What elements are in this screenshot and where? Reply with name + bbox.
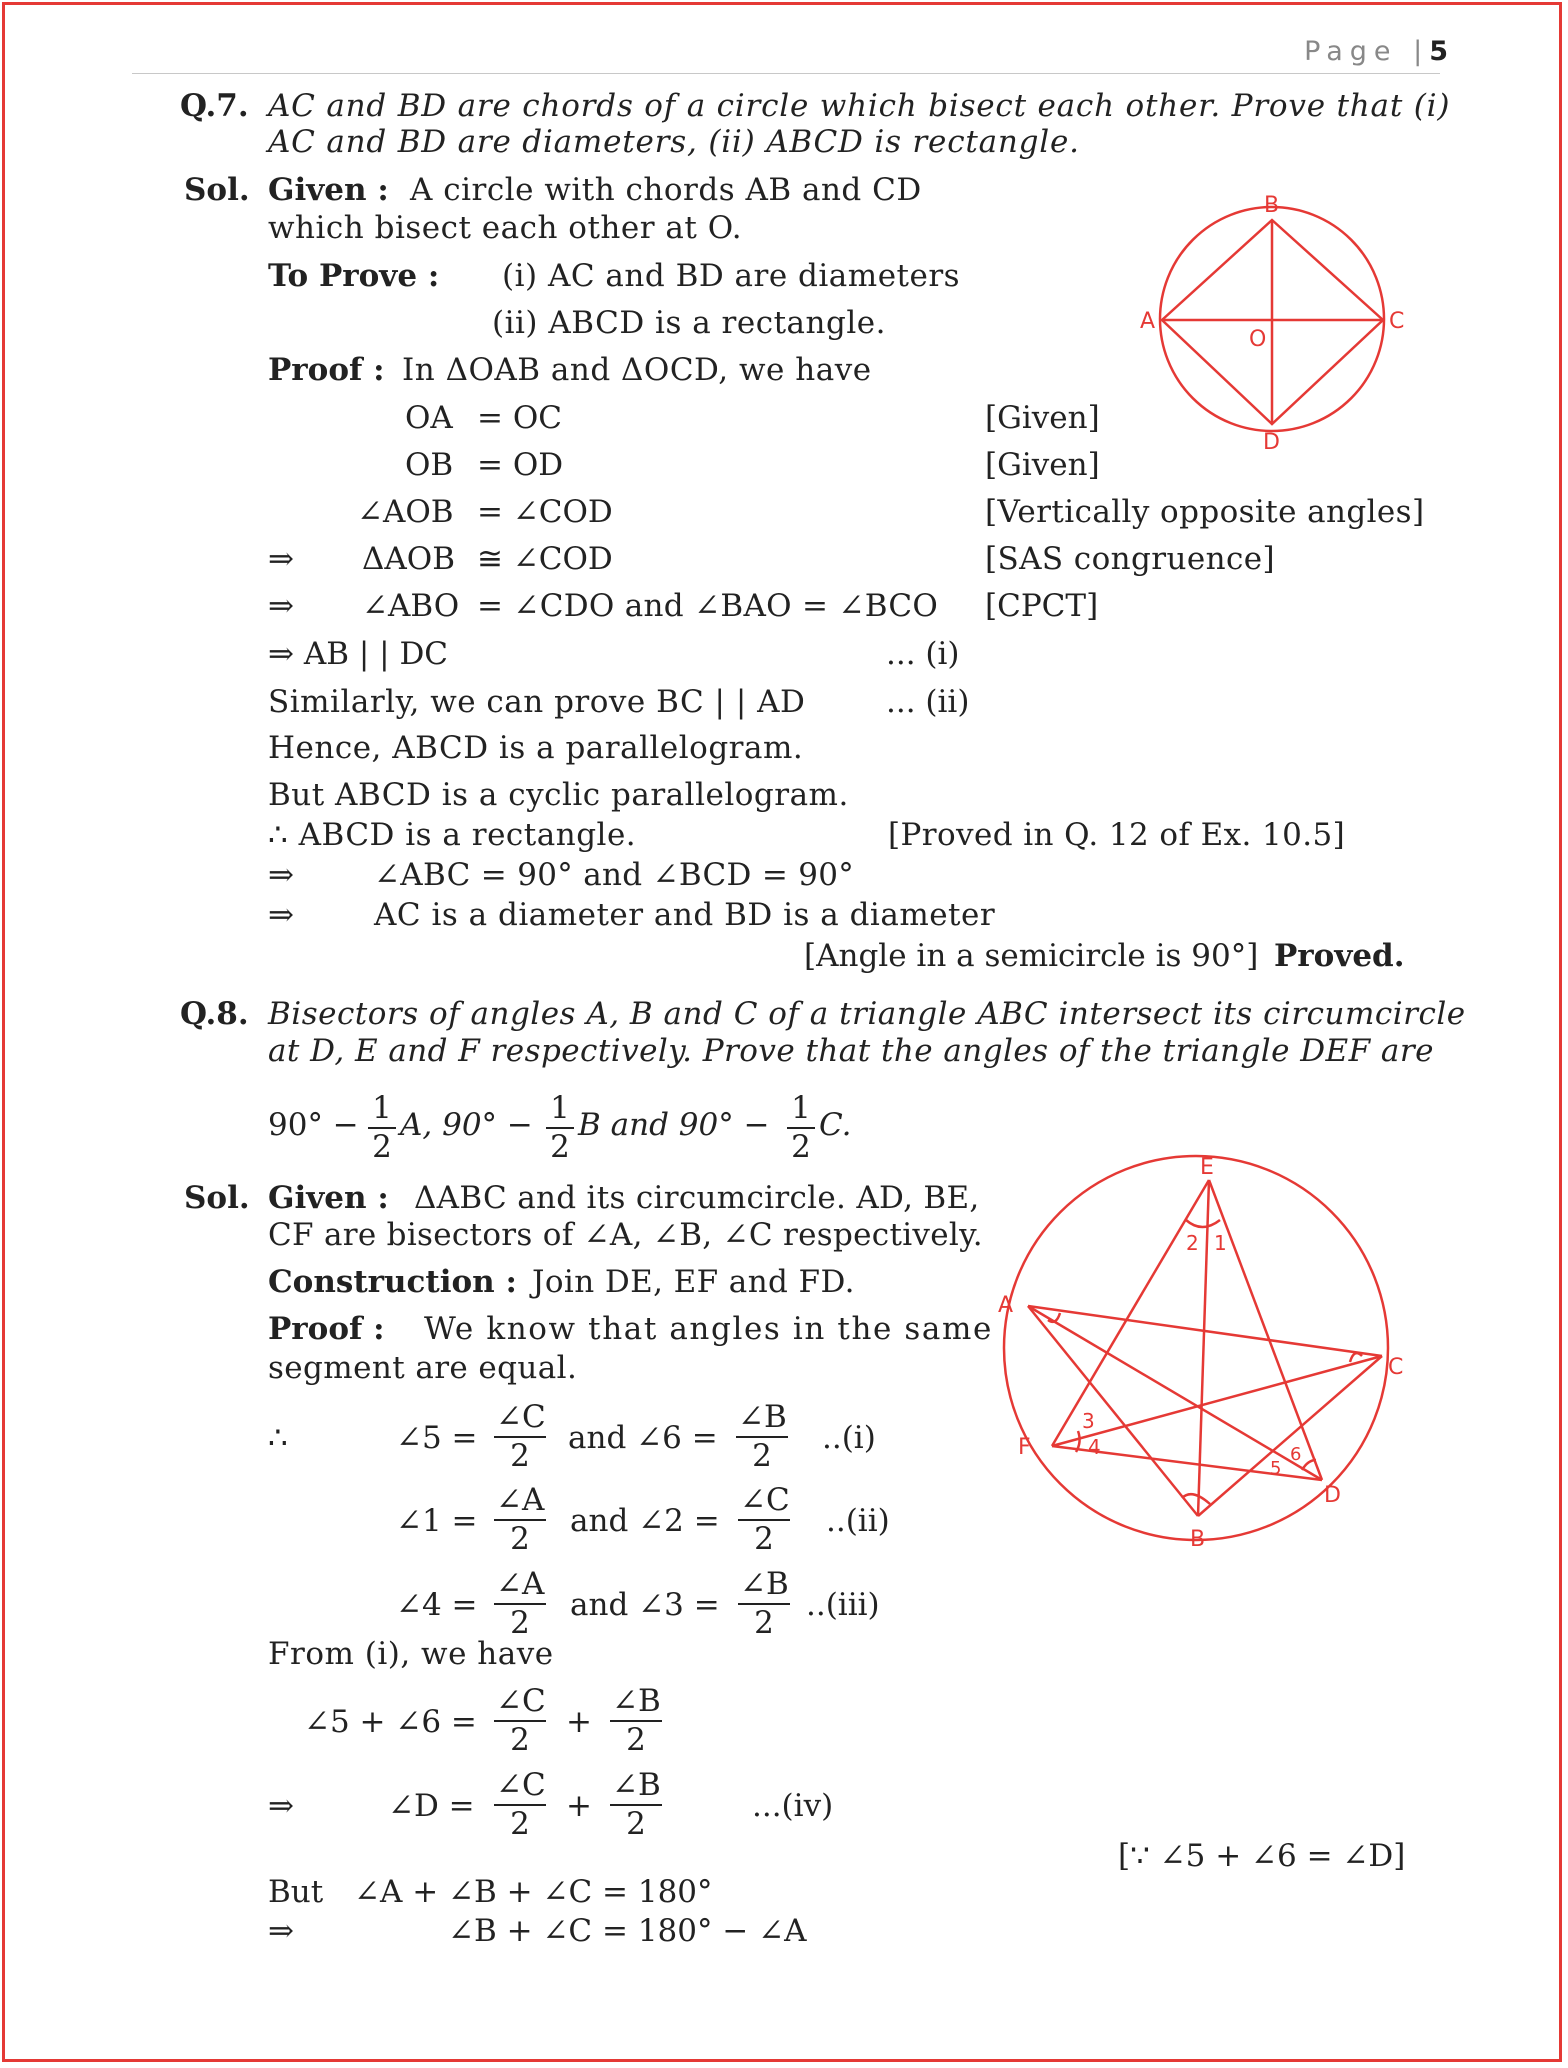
q8-eq-ii-den2: 2 (754, 1521, 774, 1557)
q8-label-angle5: 5 (1270, 1458, 1282, 1479)
q8-sum-den1: 2 (510, 1722, 530, 1758)
q8-arc-e (1186, 1220, 1220, 1227)
q8-formula-p1: 90° − (268, 1107, 359, 1143)
q8-side-ed (1209, 1180, 1322, 1480)
q7-label-c: C (1389, 309, 1405, 334)
q8-eq-ii-frac1 (494, 1481, 546, 1557)
q8-formula-a2: B and 90° − (578, 1107, 770, 1143)
q8-eq-i-num1: ∠C (496, 1399, 546, 1435)
q7-step4-rhs: ≅ ∠COD (477, 541, 613, 577)
q8-half2-den: 2 (550, 1129, 570, 1165)
q8-but-label: But (268, 1874, 324, 1910)
page-number: 5 (1429, 36, 1448, 67)
q7-proof-label: Proof : (268, 352, 385, 388)
q8-eq-i-frac1 (494, 1398, 546, 1474)
q8-sum-num1: ∠C (496, 1683, 546, 1719)
q8-label-e: E (1200, 1155, 1214, 1180)
q7-step1-lhs: OA (405, 400, 453, 436)
q8-d-frac2 (610, 1766, 662, 1842)
q8-eq-iii-num2: ∠B (740, 1566, 789, 1602)
q7-step5-arrow: ⇒ (268, 588, 294, 624)
q8-eq-iii-ref: ..(iii) (806, 1587, 880, 1623)
q8-sum-frac2 (610, 1682, 662, 1758)
q7-label: Q.7. (180, 88, 249, 124)
q8-eq-i-lhs: ∠5 = (396, 1420, 478, 1456)
q7-angles: ∠ABC = 90° and ∠BCD = 90° (374, 857, 855, 893)
q8-sum-plus: + (566, 1704, 592, 1740)
q8-label-angle1: 1 (1214, 1231, 1227, 1255)
q8-bisector-cf (1052, 1356, 1382, 1446)
q8-eq-iii-mid: and ∠3 = (570, 1587, 720, 1623)
q7-label-d: D (1263, 430, 1280, 455)
q8-side-ab (1028, 1306, 1198, 1516)
q8-given-label: Given : (268, 1180, 389, 1216)
q7-ab-dc-ref: ... (i) (886, 636, 960, 672)
q8-circle-diagram (990, 1148, 1410, 1558)
q8-d-den2: 2 (626, 1806, 646, 1842)
q7-given-line2: which bisect each other at O. (268, 210, 743, 246)
q7-step3-reason: [Vertically opposite angles] (985, 494, 1425, 530)
q7-diam: AC is a diameter and BD is a diameter (374, 897, 996, 933)
q7-step2-lhs: OB (405, 447, 454, 483)
q7-hence: Hence, ABCD is a parallelogram. (268, 730, 804, 766)
q8-last-arrow: ⇒ (268, 1913, 294, 1949)
q8-construction: Join DE, EF and FD. (532, 1264, 855, 1300)
q8-eq-i-den1: 2 (510, 1438, 530, 1474)
q8-d-plus: + (566, 1788, 592, 1824)
q7-step5-reason: [CPCT] (985, 588, 1099, 624)
q7-sol: Sol. (184, 172, 250, 208)
q7-label-b: B (1264, 193, 1280, 218)
q7-step4-lhs: ΔAOB (362, 541, 455, 577)
q8-d-frac1 (494, 1766, 546, 1842)
q8-from-i: From (i), we have (268, 1636, 554, 1672)
q7-step3-rhs: = ∠COD (477, 494, 613, 530)
q8-d-arrow: ⇒ (268, 1788, 294, 1824)
q8-but-eq: ∠A + ∠B + ∠C = 180° (354, 1874, 713, 1910)
q8-eq-iii-den1: 2 (510, 1605, 530, 1641)
q7-therefore-reason: [Proved in Q. 12 of Ex. 10.5] (888, 817, 1346, 853)
q8-formula-half-3 (787, 1089, 815, 1165)
q7-step1-rhs: = OC (477, 400, 562, 436)
q8-eq-iii-den2: 2 (754, 1605, 774, 1641)
q8-label: Q.8. (180, 996, 249, 1032)
q8-because: [∵ ∠5 + ∠6 = ∠D] (1118, 1838, 1406, 1874)
q8-label-angle4: 4 (1088, 1435, 1101, 1459)
q8-eq-i-ref: ..(i) (822, 1420, 876, 1456)
q8-d-den1: 2 (510, 1806, 530, 1842)
q8-half3-den: 2 (791, 1129, 811, 1165)
q8-proof-line2: segment are equal. (268, 1350, 578, 1386)
q8-d-num2: ∠B (612, 1767, 661, 1803)
q8-given-line1: ΔABC and its circumcircle. AD, BE, (414, 1180, 980, 1216)
q7-to-prove-2: (ii) ABCD is a rectangle. (492, 305, 886, 341)
q8-eq-i-mid: and ∠6 = (568, 1420, 718, 1456)
q8-eq-iii-lhs: ∠4 = (396, 1587, 478, 1623)
q7-circle-diagram (1130, 185, 1420, 455)
q8-label-angle6: 6 (1290, 1444, 1302, 1465)
q8-arc-a (1048, 1313, 1060, 1322)
q8-eq-i-den2: 2 (752, 1438, 772, 1474)
q8-label-d: D (1324, 1483, 1341, 1508)
q8-last-eq: ∠B + ∠C = 180° − ∠A (448, 1913, 807, 1949)
q7-but: But ABCD is a cyclic parallelogram. (268, 777, 849, 813)
q8-proof-line1: We know that angles in the same (424, 1311, 993, 1347)
q8-label-f: F (1018, 1435, 1031, 1460)
q7-question-line1: AC and BD are chords of a circle which bisect each other. Prove that (i) (268, 88, 1451, 124)
q8-label-angle3: 3 (1082, 1409, 1095, 1433)
q8-eq-ii-lhs: ∠1 = (396, 1503, 478, 1539)
q8-proof-label: Proof : (268, 1311, 385, 1347)
q7-proof-intro: In ΔOAB and ΔOCD, we have (402, 352, 872, 388)
q7-final-reason: [Angle in a semicircle is 90°] (804, 938, 1259, 974)
q7-proved: Proved. (1274, 938, 1405, 974)
header-separator: | (1413, 36, 1430, 67)
q8-eq-iii-num1: ∠A (496, 1566, 545, 1602)
q8-label-angle2: 2 (1186, 1231, 1199, 1255)
q7-question-line2: AC and BD are diameters, (ii) ABCD is rectangle. (268, 124, 1080, 160)
q8-question-line1: Bisectors of angles A, B and C of a triangle ABC intersect its circumcircle (268, 996, 1466, 1032)
q8-question-line2: at D, E and F respectively. Prove that the angles of the triangle DEF are (268, 1033, 1434, 1069)
q8-given-line2: CF are bisectors of ∠A, ∠B, ∠C respectively. (268, 1217, 983, 1253)
q8-formula-a3: C. (819, 1107, 852, 1143)
header-rule (132, 73, 1440, 74)
q8-sum-den2: 2 (626, 1722, 646, 1758)
q7-step5-rhs: = ∠CDO and ∠BAO = ∠BCO (477, 588, 939, 624)
q8-eq-iii-frac1 (494, 1565, 546, 1641)
q7-therefore: ∴ ABCD is a rectangle. (268, 817, 637, 853)
page-header (1304, 36, 1448, 67)
q8-half1-den: 2 (372, 1129, 392, 1165)
q7-diam-arrow: ⇒ (268, 897, 294, 933)
q8-d-num1: ∠C (496, 1767, 546, 1803)
q7-to-prove-label: To Prove : (268, 258, 440, 294)
q8-eq-iii-frac2 (738, 1565, 790, 1641)
q7-label-o: O (1249, 327, 1267, 352)
q8-sum-num2: ∠B (612, 1683, 661, 1719)
q8-sum-lhs: ∠5 + ∠6 = (304, 1704, 477, 1740)
q8-label-c: C (1388, 1355, 1404, 1380)
q8-half2-num: 1 (550, 1090, 570, 1126)
q7-step4-arrow: ⇒ (268, 541, 294, 577)
q8-sol: Sol. (184, 1180, 250, 1216)
q8-sum-frac1 (494, 1682, 546, 1758)
q8-d-lhs: ∠D = (388, 1788, 475, 1824)
q8-bisector-ad (1028, 1306, 1322, 1480)
q8-therefore: ∴ (268, 1420, 288, 1456)
q8-eq-ii-mid: and ∠2 = (570, 1503, 720, 1539)
q7-step5-lhs: ∠ABO (362, 588, 460, 624)
q7-label-a: A (1140, 309, 1156, 334)
q8-formula-half-1 (368, 1089, 396, 1165)
q8-eq-ii-ref: ..(ii) (826, 1503, 890, 1539)
q7-step1-reason: [Given] (985, 400, 1100, 436)
q8-eq-ii-frac2 (738, 1481, 790, 1557)
q8-eq-i-num2: ∠B (738, 1399, 787, 1435)
q7-step3-lhs: ∠AOB (357, 494, 454, 530)
q7-similarly-ref: ... (ii) (886, 684, 970, 720)
q7-similarly: Similarly, we can prove BC | | AD (268, 684, 806, 720)
q8-half1-num: 1 (372, 1090, 392, 1126)
page-label: Page (1304, 36, 1398, 67)
q7-to-prove-1: (i) AC and BD are diameters (502, 258, 961, 294)
q7-given-label: Given : (268, 172, 389, 208)
q7-ab-dc: ⇒ AB | | DC (268, 636, 449, 672)
q7-given-line1: A circle with chords AB and CD (410, 172, 922, 208)
q7-angles-arrow: ⇒ (268, 857, 294, 893)
q8-d-ref: ...(iv) (752, 1788, 834, 1824)
q7-step2-reason: [Given] (985, 447, 1100, 483)
q8-eq-ii-num2: ∠C (740, 1482, 790, 1518)
q8-eq-i-frac2 (736, 1398, 788, 1474)
q8-half3-num: 1 (791, 1090, 811, 1126)
q8-formula-a1: A, 90° − (400, 1107, 533, 1143)
q8-eq-ii-num1: ∠A (496, 1482, 545, 1518)
q8-construction-label: Construction : (268, 1264, 517, 1300)
q8-label-b: B (1190, 1527, 1206, 1552)
q8-formula-half-2 (546, 1089, 574, 1165)
q8-eq-ii-den1: 2 (510, 1521, 530, 1557)
q8-label-a: A (998, 1293, 1014, 1318)
q7-step4-reason: [SAS congruence] (985, 541, 1275, 577)
q7-step2-rhs: = OD (477, 447, 564, 483)
